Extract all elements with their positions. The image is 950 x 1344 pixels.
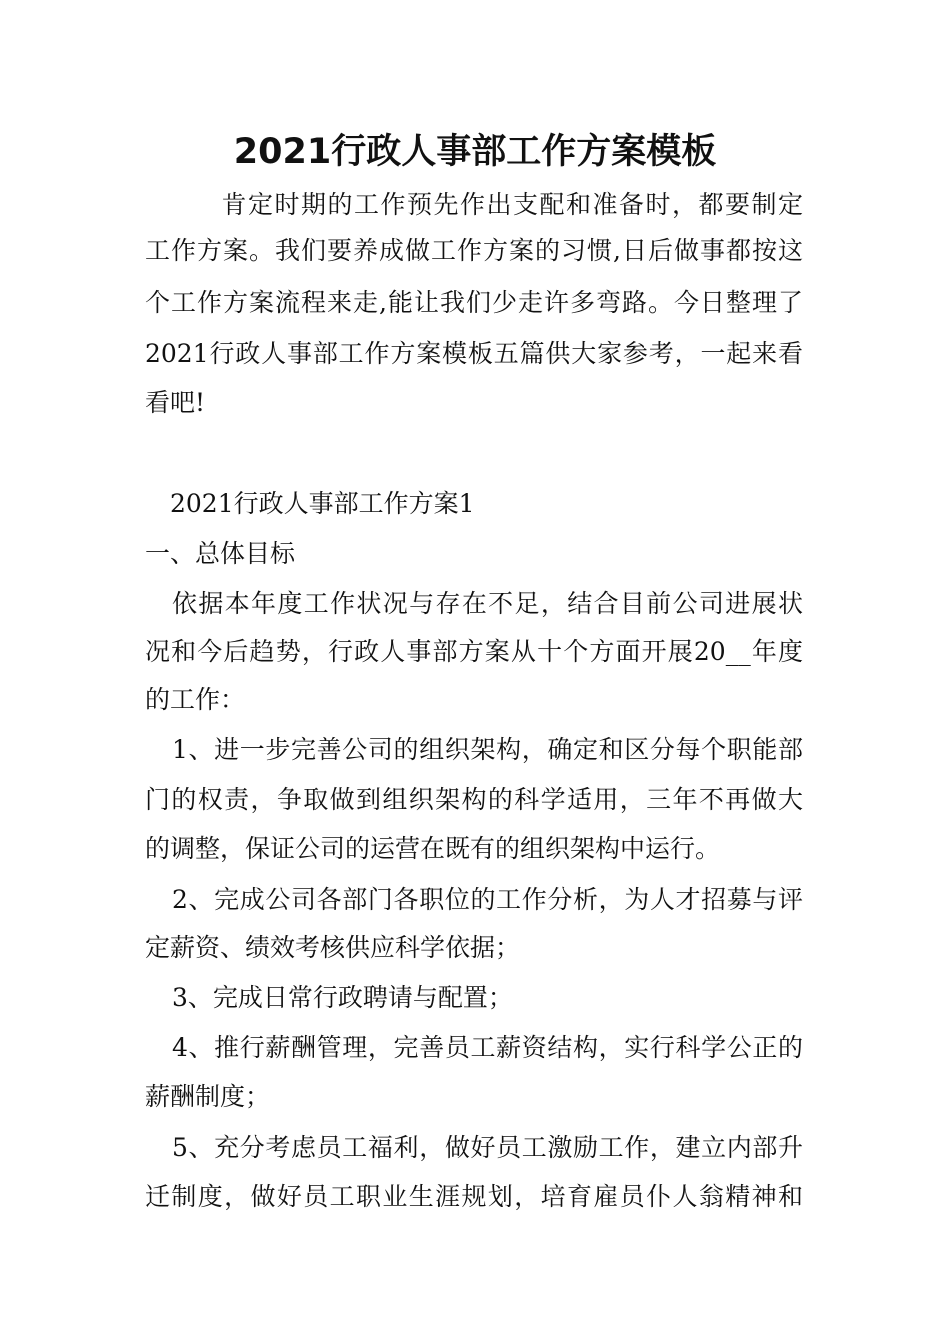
document-title: 2021行政人事部工作方案模板 [233, 132, 717, 172]
intro-line-1: 肯定时期的工作预先作出支配和准备时，都要制定 [220, 190, 803, 219]
body-line-7: 2、完成公司各部门各职位的工作分析，为人才招募与评 [172, 885, 803, 914]
intro-line-4: 2021行政人事部工作方案模板五篇供大家参考，一起来看 [145, 339, 803, 368]
body-line-3: 的工作： [145, 685, 246, 714]
body-line-10: 4、推行薪酬管理，完善员工薪资结构，实行科学公正的 [172, 1033, 803, 1062]
subheading-goals: 一、总体目标 [145, 539, 296, 568]
intro-line-2: 工作方案。我们要养成做工作方案的习惯,日后做事都按这 [145, 236, 803, 265]
body-line-6: 的调整，保证公司的运营在既有的组织架构中运行。 [145, 834, 721, 863]
intro-line-5: 看吧! [145, 388, 206, 417]
body-line-12: 5、充分考虑员工福利，做好员工激励工作，建立内部升 [172, 1133, 803, 1162]
body-line-9: 3、完成日常行政聘请与配置； [172, 983, 513, 1012]
body-line-13: 迁制度，做好员工职业生涯规划，培育雇员仆人翁精神和 [145, 1182, 803, 1211]
body-line-4: 1、进一步完善公司的组织架构，确定和区分每个职能部 [172, 735, 803, 764]
body-line-11: 薪酬制度； [145, 1082, 271, 1111]
body-line-5: 门的权责，争取做到组织架构的科学适用，三年不再做大 [145, 785, 803, 814]
section-heading: 2021行政人事部工作方案1 [170, 489, 475, 518]
body-line-8: 定薪资、绩效考核供应科学依据； [145, 933, 521, 962]
body-line-2: 况和今后趋势，行政人事部方案从十个方面开展20__年度 [145, 637, 803, 666]
body-line-1: 依据本年度工作状况与存在不足，结合目前公司进展状 [172, 589, 803, 618]
intro-line-3: 个工作方案流程来走,能让我们少走许多弯路。今日整理了 [145, 288, 803, 317]
